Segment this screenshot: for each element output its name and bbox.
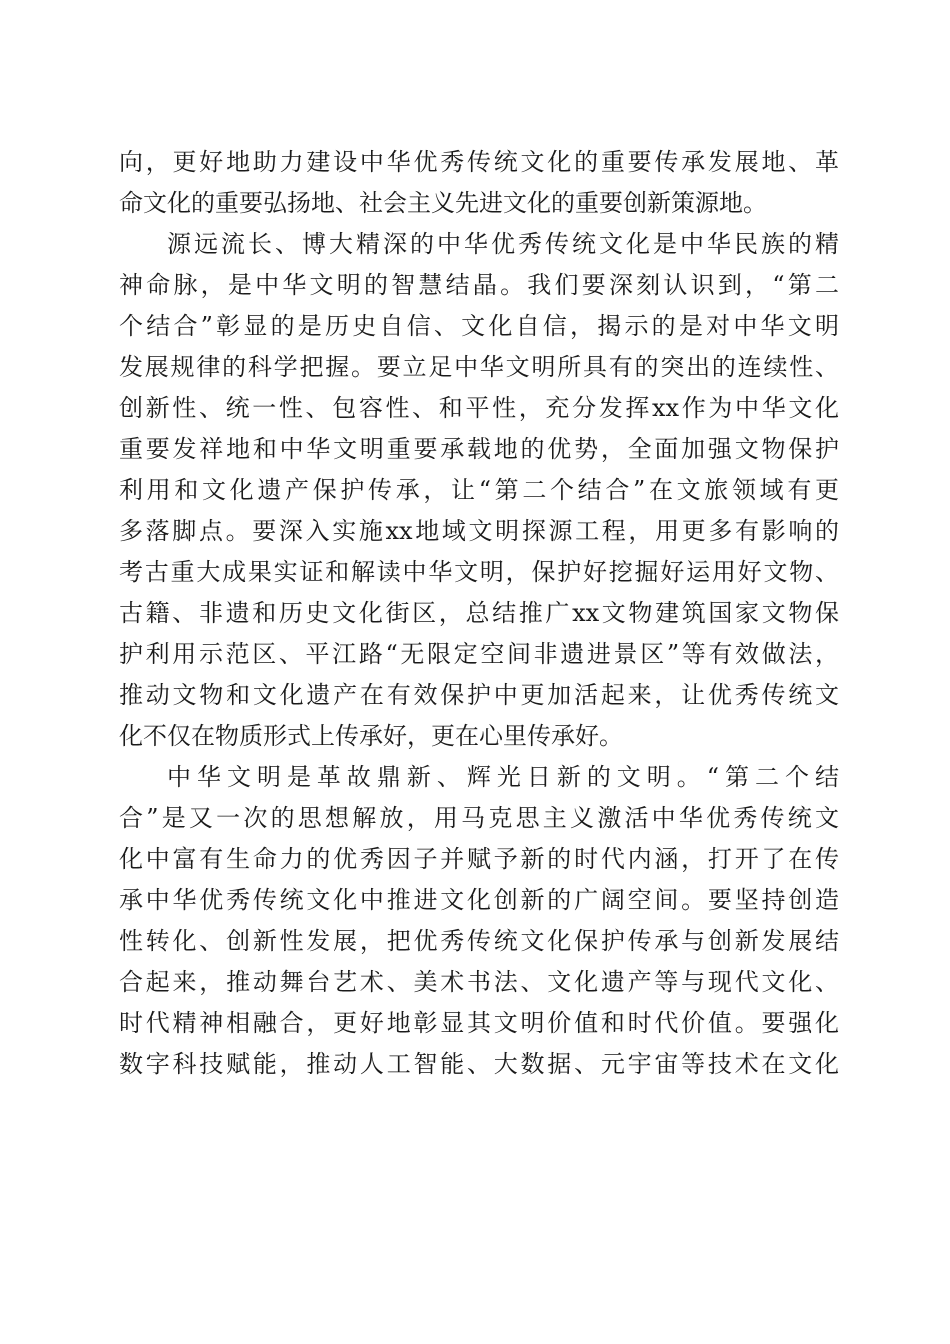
text-line: 重要发祥地和中华文明重要承载地的优势，全面加强文物保护: [119, 435, 839, 463]
text-line: 推动文物和文化遗产在有效保护中更加活起来，让优秀传统文: [119, 681, 839, 709]
text-line: 源远流长、博大精深的中华优秀传统文化是中华民族的精: [167, 230, 839, 258]
text-line: 性转化、创新性发展，把优秀传统文化保护传承与创新发展结: [119, 927, 839, 955]
paragraph-2: [119, 224, 839, 757]
text-line: 发展规律的科学把握。要立足中华文明所具有的突出的连续性、: [119, 353, 839, 381]
text-line: 考古重大成果实证和解读中华文明，保护好挖掘好运用好文物、: [119, 558, 839, 586]
text-line: 向，更好地助力建设中华优秀传统文化的重要传承发展地、革: [119, 148, 839, 176]
text-line: 古籍、非遗和历史文化街区，总结推广xx文物建筑国家文物保: [119, 599, 839, 627]
text-line: 创新性、统一性、包容性、和平性，充分发挥xx作为中华文化: [119, 394, 839, 422]
text-line: 化中富有生命力的优秀因子并赋予新的时代内涵，打开了在传: [119, 845, 839, 873]
text-line: 化不仅在物质形式上传承好，更在心里传承好。: [119, 722, 623, 750]
text-line: 护利用示范区、平江路“无限定空间非遗进景区”等有效做法，: [119, 640, 839, 668]
paragraph-3: [119, 757, 839, 1085]
text-line: 神命脉，是中华文明的智慧结晶。我们要深刻认识到，“第二: [119, 271, 839, 299]
text-line: 承中华优秀传统文化中推进文化创新的广阔空间。要坚持创造: [119, 886, 839, 914]
paragraph-1: [119, 142, 839, 224]
text-line: 个结合”彰显的是历史自信、文化自信，揭示的是对中华文明: [119, 312, 839, 340]
text-line: 命文化的重要弘扬地、社会主义先进文化的重要创新策源地。: [119, 189, 767, 217]
text-line: 多落脚点。要深入实施xx地域文明探源工程，用更多有影响的: [119, 517, 839, 545]
text-line: 合”是又一次的思想解放，用马克思主义激活中华优秀传统文: [119, 804, 839, 832]
text-line: 时代精神相融合，更好地彰显其文明价值和时代价值。要强化: [119, 1009, 839, 1037]
text-line: 数字科技赋能，推动人工智能、大数据、元宇宙等技术在文化: [119, 1050, 839, 1078]
text-line: 中华文明是革故鼎新、辉光日新的文明。“第二个结: [167, 763, 839, 791]
text-line: 合起来，推动舞台艺术、美术书法、文化遗产等与现代文化、: [119, 968, 839, 996]
text-line: 利用和文化遗产保护传承，让“第二个结合”在文旅领域有更: [119, 476, 839, 504]
body-text: [119, 142, 839, 1085]
